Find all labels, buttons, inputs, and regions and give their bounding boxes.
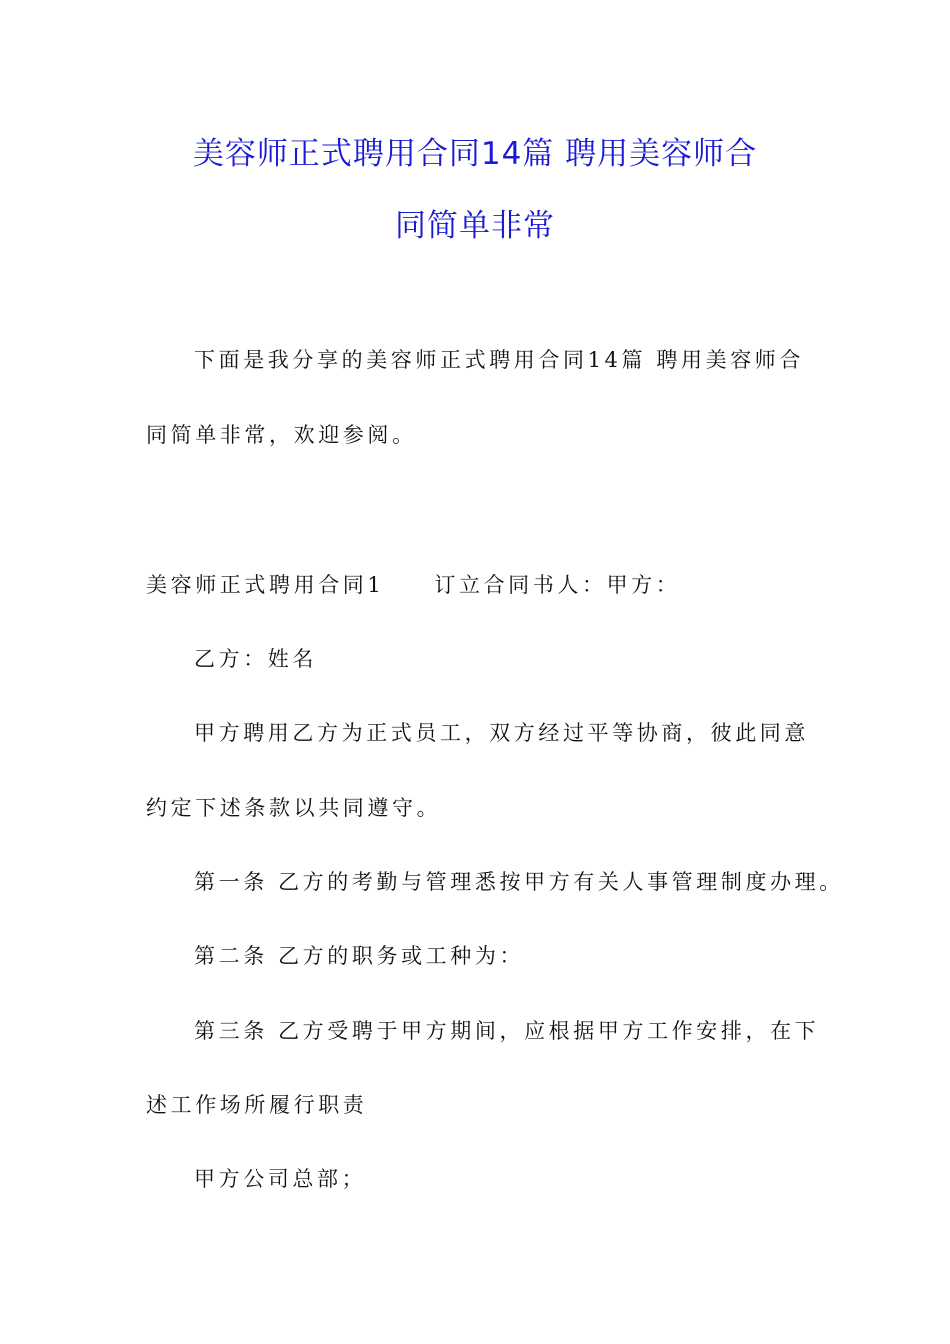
agreement-line-1: 甲方聘用乙方为正式员工，双方经过平等协商，彼此同意 [194, 721, 809, 745]
intro-paragraph-line-2: 同简单非常，欢迎参阅。 [146, 423, 417, 447]
section-heading-line [146, 570, 680, 600]
article-2: 第二条 乙方的职务或工种为： [194, 944, 525, 968]
section-heading: 美容师正式聘用合同1 [146, 573, 385, 597]
document-title-line-2: 同简单非常 [395, 208, 555, 244]
article-1: 第一条 乙方的考勤与管理悉按甲方有关人事管理制度办理。 [194, 870, 844, 894]
document-title-line-1: 美容师正式聘用合同14篇 聘用美容师合 [192, 136, 758, 172]
intro-paragraph-line-1: 下面是我分享的美容师正式聘用合同14篇 聘用美容师合 [194, 348, 804, 372]
workplace-line: 甲方公司总部； [194, 1167, 367, 1191]
party-b-line: 乙方：姓名 [194, 647, 317, 671]
article-3-line-1: 第三条 乙方受聘于甲方期间，应根据甲方工作安排，在下 [194, 1019, 820, 1043]
agreement-line-2: 约定下述条款以共同遵守。 [146, 796, 442, 820]
article-3-line-2: 述工作场所履行职责 [146, 1093, 368, 1117]
contract-parties-label: 订立合同书人：甲方： [434, 573, 681, 597]
